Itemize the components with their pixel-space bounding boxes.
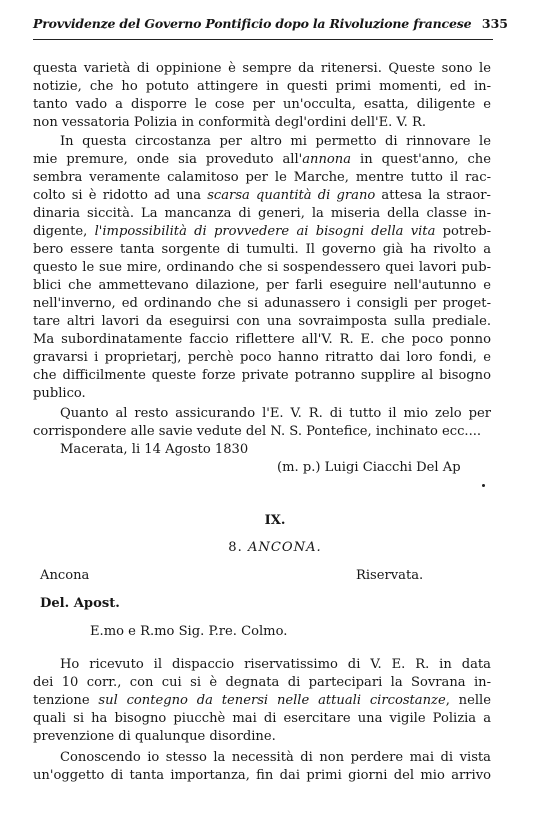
text-line: che difficilmente queste forze private potranno supplire al bisogno: [33, 368, 491, 383]
text-line: nell'inverno, ed ordinando che si adunassero i consigli per proget-: [33, 296, 491, 311]
text-line: questa varietà di oppinione è sempre da ritenersi. Queste sono le: [33, 61, 491, 76]
text-line: questo le sue mire, ordinando che si sospendessero quei lavori pub-: [33, 260, 491, 275]
document-heading: 8. ANCONA.: [228, 540, 322, 555]
office: Del. Apost.: [40, 596, 120, 611]
text-line: dinaria siccità. La mancanza di generi, la miseria della classe in-: [33, 206, 491, 221]
text-line: publico.: [33, 386, 86, 401]
running-title: Provvidenze del Governo Pontificio dopo la Rivoluzione francese: [33, 16, 472, 31]
text-line: In questa circostanza per altro mi permetto di rinnovare le: [60, 134, 491, 149]
text-line: un'oggetto di tanta importanza, fin dai primi giorni del mio arrivo: [33, 768, 491, 783]
signature: (m. p.) Luigi Ciacchi Del Ap: [277, 460, 461, 475]
sender-place: Ancona: [40, 568, 90, 583]
page-number: 335: [481, 16, 508, 31]
text-line: tare altri lavori da eseguirsi con una sovraimposta sulla prediale.: [33, 314, 491, 329]
header-rule: [33, 39, 493, 40]
document-numeral: IX.: [264, 513, 286, 528]
text-line-mixed: mie premure, onde sia proveduto all'annona in quest'anno, che: [33, 152, 491, 167]
text-line-mixed: tenzione sul contegno da tenersi nelle attuali circostanze, nelle: [33, 693, 491, 708]
text-line: Ho ricevuto il dispaccio riservatissimo di V. E. R. in data: [60, 657, 491, 672]
salutation: E.mo e R.mo Sig. P.re. Colmo.: [90, 624, 288, 639]
text-line: prevenzione di qualunque disordine.: [33, 729, 276, 744]
text-line: non vessatoria Polizia in conformità degl'ordini dell'E. V. R.: [33, 115, 427, 130]
text-line: tanto vado a disporre le cose per un'occulta, esatta, diligente e: [33, 97, 491, 112]
text-line: Ma subordinatamente faccio riflettere all'V. R. E. che poco ponno: [33, 332, 491, 347]
ink-dot: [482, 484, 485, 487]
text-line: blici che ammettevano dilazione, per farli eseguire nell'autunno e: [33, 278, 491, 293]
text-line: Quanto al resto assicurando l'E. V. R. di tutto il mio zelo per: [60, 406, 491, 421]
text-line: sembra veramente calamitoso per le Marche, mentre tutto il rac-: [33, 170, 491, 185]
text-line: corrispondere alle savie vedute del N. S. Pontefice, inchinato ecc....: [33, 424, 482, 439]
text-line-mixed: digente, l'impossibilità di provvedere ai bisogni della vita potreb-: [33, 224, 491, 239]
text-line: Conoscendo io stesso la necessità di non perdere mai di vista: [60, 750, 491, 765]
text-line: notizie, che ho potuto attingere in questi primi momenti, ed in-: [33, 79, 491, 94]
text-line: bero essere tanta sorgente di tumulti. Il governo già ha rivolto a: [33, 242, 491, 257]
text-line: dei 10 corr., con cui si è degnata di partecipari la Sovrana in-: [33, 675, 491, 690]
classification: Riservata.: [356, 568, 424, 583]
text-line: gravarsi i proprietarj, perchè poco hanno ritratto dai loro fondi, e: [33, 350, 491, 365]
text-line-mixed: colto si è ridotto ad una scarsa quantità di grano attesa la straor-: [33, 188, 491, 203]
text-line: quali si ha bisogno piucchè mai di esercitare una vigile Polizia a: [33, 711, 491, 726]
date-line: Macerata, li 14 Agosto 1830: [60, 442, 249, 457]
